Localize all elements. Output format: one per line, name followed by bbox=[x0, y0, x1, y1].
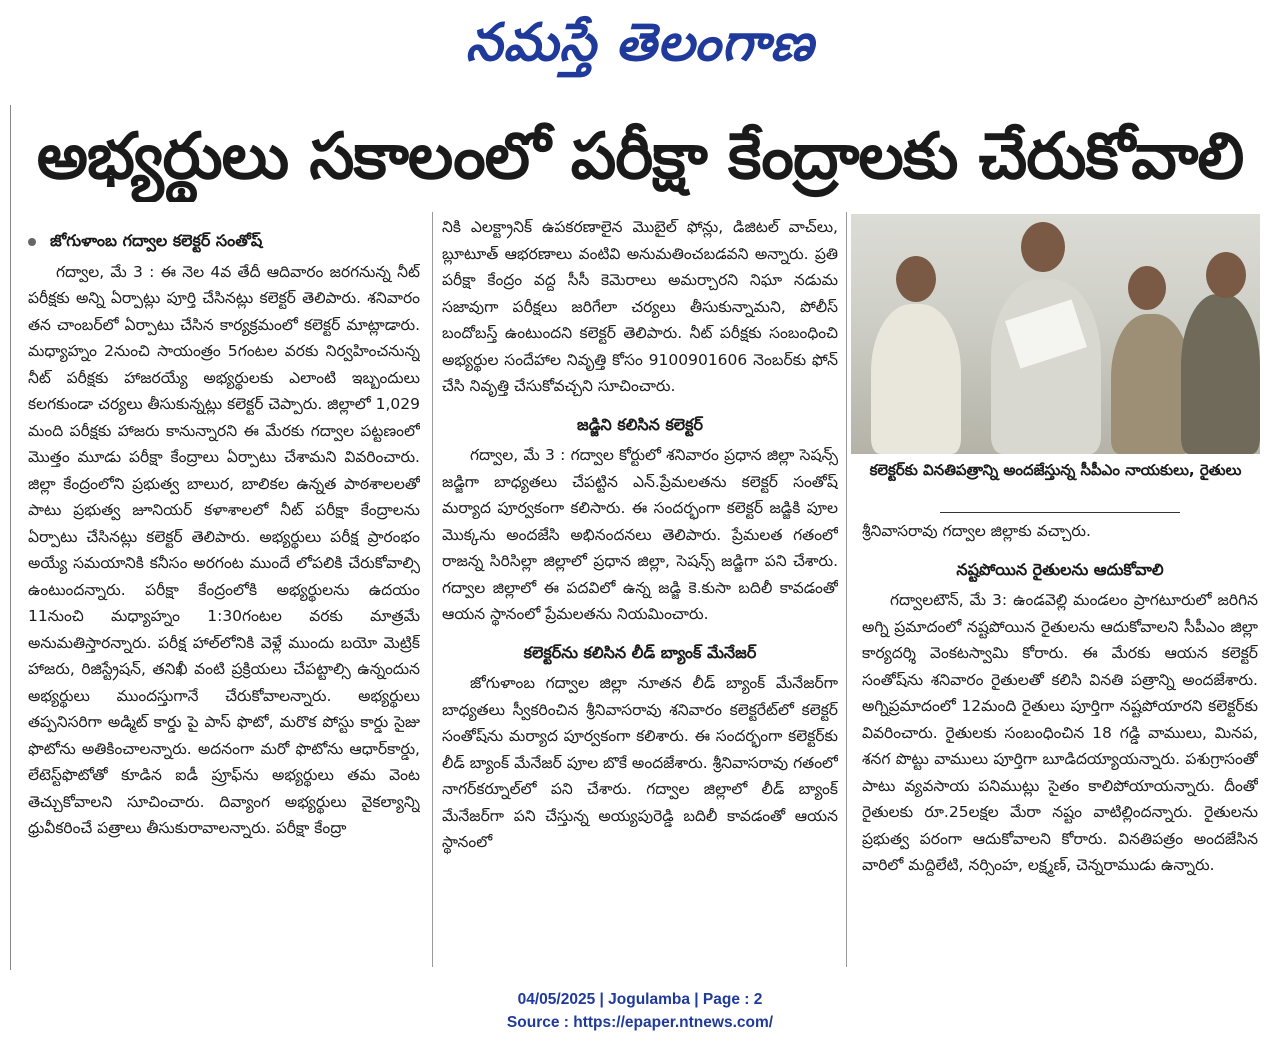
article-column-1 bbox=[28, 228, 420, 968]
news-photo bbox=[851, 214, 1260, 454]
photo-person bbox=[1111, 314, 1191, 454]
photo-caption: కలెక్టర్‌కు వినతిపత్రాన్ని అందజేస్తున్న సీపీఎం నాయకులు, రైతులు bbox=[869, 461, 1242, 479]
paragraph: శ్రీనివాసరావు గద్వాల జిల్లాకు వచ్చారు. bbox=[862, 522, 1091, 540]
article-column-3 bbox=[862, 518, 1258, 968]
column-divider bbox=[846, 212, 847, 967]
subheading: నష్టపోయిన రైతులను ఆదుకోవాలి bbox=[956, 559, 1164, 579]
paragraph: గద్వాల, మే 3 : ఈ నెల 4వ తేదీ ఆదివారం జరగనున్న నీట్ పరీక్షకు అన్ని ఏర్పాట్లు పూర్తి చేసినట్లు కలెక్టర్ తెలిపారు. శనివారం తన చాంబర్‌లో ఏర్పాటు చేసిన కార్యక్రమంలో కలెక్టర్ మాట్లాడారు. మధ్యాహ్నం 2నుంచి సాయంత్రం 5గంటల వరకు నిర్వహించనున్న నీట్ పరీక్షకు హాజరయ్యే అభ్యర్థులకు ఎలాంటి ఇబ్బందులు కలగకుండా చర్యలు తీసుకున్నట్లు కలెక్టర్ చెప్పారు. జిల్లాలో 1,029 మంది పరీక్షకు హాజరు కానున్నారని ఈ మేరకు గద్వాల పట్టణంలో మొత్తం మూడు పరీక్షా కేంద్రాలు ఏర్పాటు చేశామని వివరించారు. జిల్లా కేంద్రంలోని ప్రభుత్వ బాలుర, బాలికల ఉన్నత పాఠశాలలతో పాటు ప్రభుత్వ జూనియర్ కళాశాలలో నీట్ పరీక్షా కేంద్రాలను ఏర్పాటు చేసినట్లు కలెక్టర్ తెలిపారు. అభ్యర్థులు పరీక్ష ప్రారంభం అయ్యే సమయానికి కనీసం అరగంట ముందే లోపలికి చేరుకోవాల్సి ఉంటుందన్నారు. పరీక్షా కేంద్రంలోకి అభ్యర్థులను ఉదయం 11నుంచి మధ్యాహ్నం 1:30గంటల వరకు మాత్రమే అనుమతిస్తారన్నారు. పరీక్ష హాల్‌లోనికి వెళ్లే ముందు బయో మెట్రిక్ హాజరు, రిజిస్ట్రేషన్, తనిఖీ వంటి ప్రక్రియలు చేపట్టాల్సి ఉన్నందున అభ్యర్థులు ముందస్తుగానే చేరుకోవాలన్నారు. అభ్యర్థులు తప్పనిసరిగా అడ్మిట్ కార్డు పై పాస్ ఫొటో, మరొక పోస్టు కార్డు సైజు ఫొటోను అతికించాలన్నారు. అదనంగా మరో ఫొటోను ఆధార్‌కార్డు, లేటెస్ట్‌ఫొటోతో కూడిన ఐడీ ప్రూఫ్‌ను అభ్యర్థులు తమ వెంట తెచ్చుకోవాలని సూచించారు. దివ్యాంగ అభ్యర్థులు వైకల్యాన్ని ధ్రువీకరించే పత్రాలు తీసుకురావాలన్నారు. పరీక్షా కేంద్రా bbox=[28, 262, 420, 837]
article-column-2 bbox=[442, 214, 838, 964]
bullet-icon bbox=[28, 238, 36, 246]
column-divider bbox=[432, 212, 433, 967]
photo-person bbox=[991, 279, 1101, 454]
photo-person bbox=[1181, 294, 1260, 454]
paragraph: జోగుళాంబ గద్వాల జిల్లా నూతన లీడ్ బ్యాంక్ మేనేజర్‌గా బాధ్యతలు స్వీకరించిన శ్రీనివాసరావు శనివారం కలెక్టరేట్‌లో కలెక్టర్ సంతోష్‌ను మర్యాద పూర్వకంగా కలిశారు. ఈ సందర్భంగా కలెక్టర్‌కు లీడ్ బ్యాంక్ మేనేజర్ పూల బొకే అందజేశారు. శ్రీనివాసరావు గతంలో నాగర్‌కర్నూల్‌లో పని చేశారు. గద్వాల జిల్లాలో లీడ్ బ్యాంక్ మేనేజర్‌గా పని చేస్తున్న అయ్యపురెడ్డి బదిలీ కావడంతో ఆయన స్థానంలో bbox=[442, 674, 838, 851]
masthead-logo: నమస్తే తెలంగాణ bbox=[465, 12, 815, 73]
caption-rule bbox=[940, 512, 1180, 513]
paragraph: నికి ఎలక్ట్రానిక్ ఉపకరణాలైన మొబైల్ ఫోన్లు, డిజిటల్ వాచ్‌లు, బ్లూటూత్ ఆభరణాలు వంటివి అనుమతించబడవని అన్నారు. ప్రతి పరీక్షా కేంద్రం వద్ద సీసీ కెమెరాలు అమర్చారని నిఘా నడుమ సజావుగా పరీక్షలు జరిగేలా చర్యలు తీసుకున్నామని, పోలీస్ బందోబస్త్ ఉంటుందని కలెక్టర్ తెలిపారు. నీట్ పరీక్షకు సంబంధించి అభ్యర్థుల సందేహాల నివృత్తి కోసం 9100901606 నెంబర్‌కు ఫోన్ చేసి నివృత్తి చేసుకోవచ్చని సూచించారు. bbox=[442, 218, 838, 395]
photo-person-head bbox=[1021, 222, 1065, 272]
footer-source-link[interactable]: Source : https://epaper.ntnews.com/ bbox=[506, 1014, 774, 1031]
headline: అభ్యర్థులు సకాలంలో పరీక్షా కేంద్రాలకు చేరుకోవాలి bbox=[36, 120, 1244, 194]
subheading: జడ్జిని కలిసిన కలెక్టర్ bbox=[577, 414, 703, 434]
byline bbox=[28, 228, 420, 255]
photo-person-head bbox=[896, 256, 936, 302]
paragraph: గద్వాల, మే 3 : గద్వాల కోర్టులో శనివారం ప్రధాన జిల్లా సెషన్స్ జడ్జిగా బాధ్యతలు చేపట్టిన ఎన్.ప్రేమలతను కలెక్టర్ సంతోష్ మర్యాద పూర్వకంగా కలిసారు. ఈ సందర్భంగా కలెక్టర్ జడ్జికి పూల మొక్కను అందజేసి అభినందనలు తెలిపారు. ప్రేమలత గతంలో రాజన్న సిరిసిల్లా జిల్లాలో ప్రధాన జిల్లా, సెషన్స్ జడ్జిగా పని చేశారు. గద్వాల జిల్లాలో ఈ పదవిలో ఉన్న జడ్జి కె.కుసా బదిలీ కావడంతో ఆయన స్థానంలో ప్రేమలతను నియమించారు. bbox=[442, 446, 838, 623]
photo-person-head bbox=[1128, 266, 1166, 310]
byline-text: జోగుళాంబ గద్వాల కలెక్టర్ సంతోష్ bbox=[50, 231, 263, 250]
photo-person bbox=[871, 304, 961, 454]
photo-person-head bbox=[1206, 252, 1246, 298]
paragraph: గద్వాలటౌన్, మే 3: ఉండవెల్లి మండలం ప్రాగటూరులో జరిగిన అగ్ని ప్రమాదంలో నష్టపోయిన రైతులను ఆదుకోవాలని సీపీఎం జిల్లా కార్యదర్శి వెంకటస్వామి కోరారు. ఈ మేరకు ఆయన కలెక్టర్ సంతోష్‌ను శనివారం రైతులతో కలిసి వినతి పత్రాన్ని అందజేశారు. అగ్నిప్రమాదంలో 12మంది రైతులు పూర్తిగా నష్టపోయారని కలెక్టర్‌కు వివరించారు. రైతులకు సంబంధించిన 18 గడ్డి వాములు, మినప, శనగ పొట్టు వాములు పూర్తిగా బూడిదయ్యాయన్నారు. పశుగ్రాసంతో పాటు వ్యవసాయ పనిముట్లు సైతం కాలిపోయాయన్నారు. దీంతో రైతులకు రూ.25లక్షల మేరా నష్టం వాటిల్లిందన్నారు. రైతులను ప్రభుత్వ పరంగా ఆదుకోవాలని కోరారు. వినతిపత్రం అందజేసిన వారిలో మద్దిలేటి, నర్సింహ, లక్ష్మణ్, చెన్నరాముడు ఉన్నారు. bbox=[862, 591, 1258, 874]
footer bbox=[0, 988, 1280, 1034]
footer-date-line: 04/05/2025 | Jogulamba | Page : 2 bbox=[517, 991, 763, 1008]
subheading: కలెక్టర్‌ను కలిసిన లీడ్ బ్యాంక్ మేనేజర్ bbox=[523, 642, 757, 662]
